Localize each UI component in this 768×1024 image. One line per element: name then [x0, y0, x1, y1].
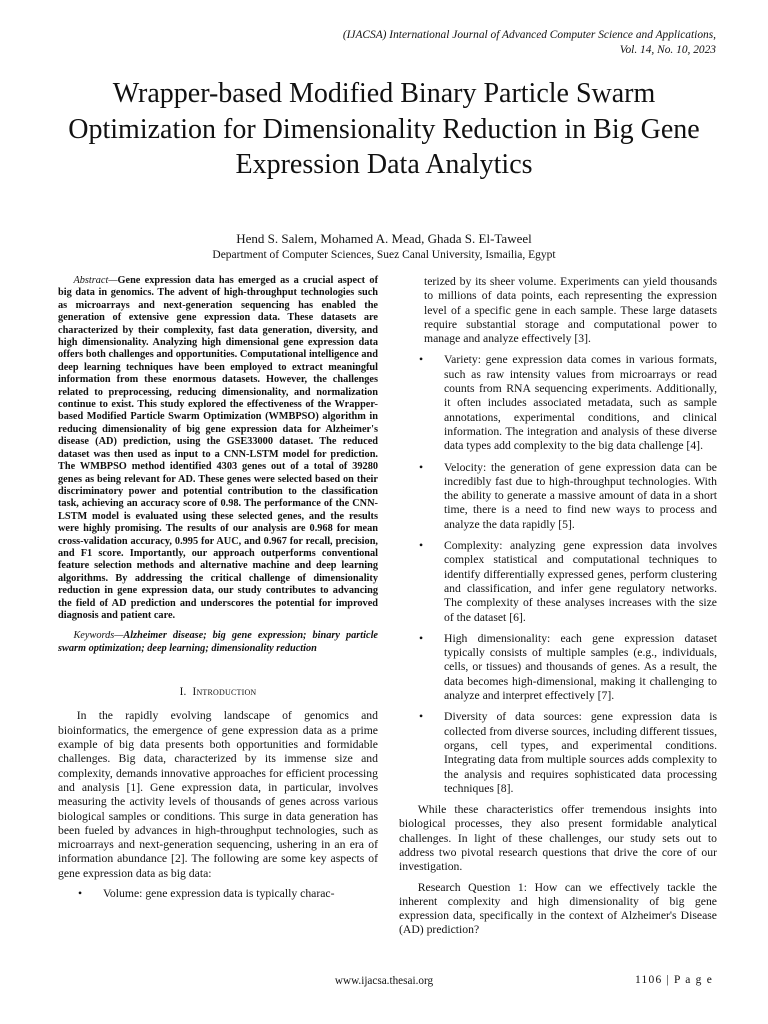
body-paragraph: While these characteristics offer tremendous insights into biological processes, they also present formidable analytical challenges. In light of these challenges, our study sets out to address two pivotal research questions that drive the core of our investigation. — [399, 803, 717, 874]
journal-name: (IJACSA) International Journal of Advanced Computer Science and Applications, — [342, 29, 716, 41]
list-item — [399, 353, 717, 453]
keywords-text: Alzheimer disease; big gene expression; binary particle swarm optimization; deep learning; dimensionality reduction — [58, 630, 378, 654]
bullet-text: Diversity of data sources: gene expression data is collected from diverse sources, including different tissues, organs, cell types, and experimental conditions. Integrating data from multiple sources adds complexity to the analysis and requires sophisticated data processing techniques [8]. — [444, 710, 717, 795]
list-item — [399, 461, 717, 532]
bullet-icon: • — [78, 887, 83, 901]
footer-url[interactable]: www.ijacsa.thesai.org — [334, 975, 434, 987]
bullet-icon: • — [419, 710, 424, 724]
page-number: 1106 | P a g e — [635, 974, 713, 986]
bullet-icon: • — [419, 539, 424, 553]
journal-header — [216, 28, 716, 57]
bullet-list — [58, 887, 378, 901]
bullet-text: Complexity: analyzing gene expression data involves complex statistical and computational techniques to identify differentially expressed genes, perform clustering and classification, and infer gene regulatory networks. The complexity of these analyses increases with the size of the dataset [6]. — [444, 539, 717, 624]
list-item — [58, 887, 378, 901]
bullet-text: Velocity: the generation of gene expression data can be incredibly fast due to high-throughput technologies. With the ability to generate a massive amount of data in a short time, there is a need to find new ways to process and analyze the data rapidly [5]. — [444, 460, 717, 531]
abstract — [58, 275, 378, 622]
keywords-lead: Keywords— — [73, 630, 124, 642]
bullet-list — [399, 353, 717, 796]
section-title: Introduction — [192, 686, 257, 699]
bullet-text: Volume: gene expression data is typically charac- — [103, 887, 335, 901]
left-column — [58, 275, 378, 908]
section-heading — [58, 685, 378, 699]
journal-volume: Vol. 14, No. 10, 2023 — [619, 43, 716, 56]
right-column — [399, 275, 717, 944]
paper-affiliation: Department of Computer Sciences, Suez Canal University, Ismailia, Egypt — [212, 249, 556, 261]
abstract-lead: Abstract— — [73, 275, 118, 286]
abstract-text: Gene expression data has emerged as a crucial aspect of big data in genomics. The advent of high-throughput technologies such as microarrays and next-generation sequencing has enabled the generation of extensive gene expression data. These datasets are characterized by their complexity, fast data generation, diversity, and high dimensionality. Analyzing high dimensional gene expression data offers both challenges and opportunities. Computational intelligence and deep learning techniques have been employed to extract meaningful information from these enormous datasets. However, the challenges related to preprocessing, reducing dimensionality, and normalization continue to exist. This study explored the effectiveness of the Wrapper-based Modified Particle Swarm Optimization (WMBPSO) algorithm in reducing dimensionality of big gene expression data for Alzheimer's disease (AD) prediction, using the GSE33000 dataset. The reduced dataset was then used as input to a CNN-LSTM model for prediction. The WMBPSO method identified 4303 genes out of a total of 39280 genes as being relevant for AD. These genes were selected based on their discriminatory power and potential contribution to the classification task, achieving an accuracy score of 0.98. The performance of the CNN-LSTM model is evaluated using these selected genes, and the results were highly promising. The results of our analysis are 0.968 for mean cross-validation accuracy, 0.995 for AUC, and 0.967 for recall, precision, and F1 score. Importantly, our approach outperforms conventional feature selection methods and alternative machine and deep learning algorithms. By addressing the critical challenge of dimensionality reduction in gene expression data, our study contributes to advancing the field of AD prediction and underscores the potential for improved diagnosis and patient care. — [58, 275, 378, 621]
bullet-continuation: terized by its sheer volume. Experiments can yield thousands to millions of data points, each representing the expression level of a specific gene in each sample. These large datasets require substantial storage and computational power to manage and analyze effectively [3]. — [424, 275, 717, 346]
bullet-text: High dimensionality: each gene expression dataset typically consists of multiple samples (e.g., individuals, cells, or tissues) and thousands of genes. As a result, the data becomes high-dimensional, making it challenging to analyze and interpret effectively [7]. — [444, 631, 717, 703]
bullet-icon: • — [419, 353, 424, 367]
list-item — [399, 632, 717, 703]
bullet-icon: • — [419, 631, 424, 645]
intro-paragraph: In the rapidly evolving landscape of genomics and bioinformatics, the emergence of gene expression data as a prime example of big data presents both opportunities and formidable challenges. Big data, characterized by its immense size and complexity, demands innovative approaches for efficient processing and analysis [1]. Gene expression data, in particular, involves measuring the activity levels of thousands of genes across various biological samples or conditions. This surge in data generation has been fueled by advances in high-throughput technologies, such as microarrays and next-generation sequencing, ushering in an era of information abundance [2]. The following are some key aspects of gene expression data as big data: — [58, 709, 378, 880]
list-item — [399, 710, 717, 796]
bullet-text: Variety: gene expression data comes in various formats, such as raw intensity values from microarrays or read counts from RNA sequencing experiments. Additionally, it often includes associated metadata, such as sample annotations, experimental conditions, and clinical information. The integration and analysis of these diverse data types add complexity to the big data challenge [4]. — [444, 353, 717, 453]
paper-title: Wrapper-based Modified Binary Particle Swarm Optimization for Dimensionality Reduction in Big Gene Expression Data Analytics — [68, 78, 700, 180]
bullet-icon: • — [419, 460, 424, 474]
list-item — [399, 539, 717, 625]
keywords — [58, 630, 378, 655]
research-question: Research Question 1: How can we effectively tackle the inherent complexity and high dimensionality of big gene expression data, specifically in the context of Alzheimer's Disease (AD) prediction? — [399, 880, 717, 937]
paper-authors: Hend S. Salem, Mohamed A. Mead, Ghada S. El-Taweel — [236, 231, 532, 246]
section-number: I. — [179, 686, 187, 699]
